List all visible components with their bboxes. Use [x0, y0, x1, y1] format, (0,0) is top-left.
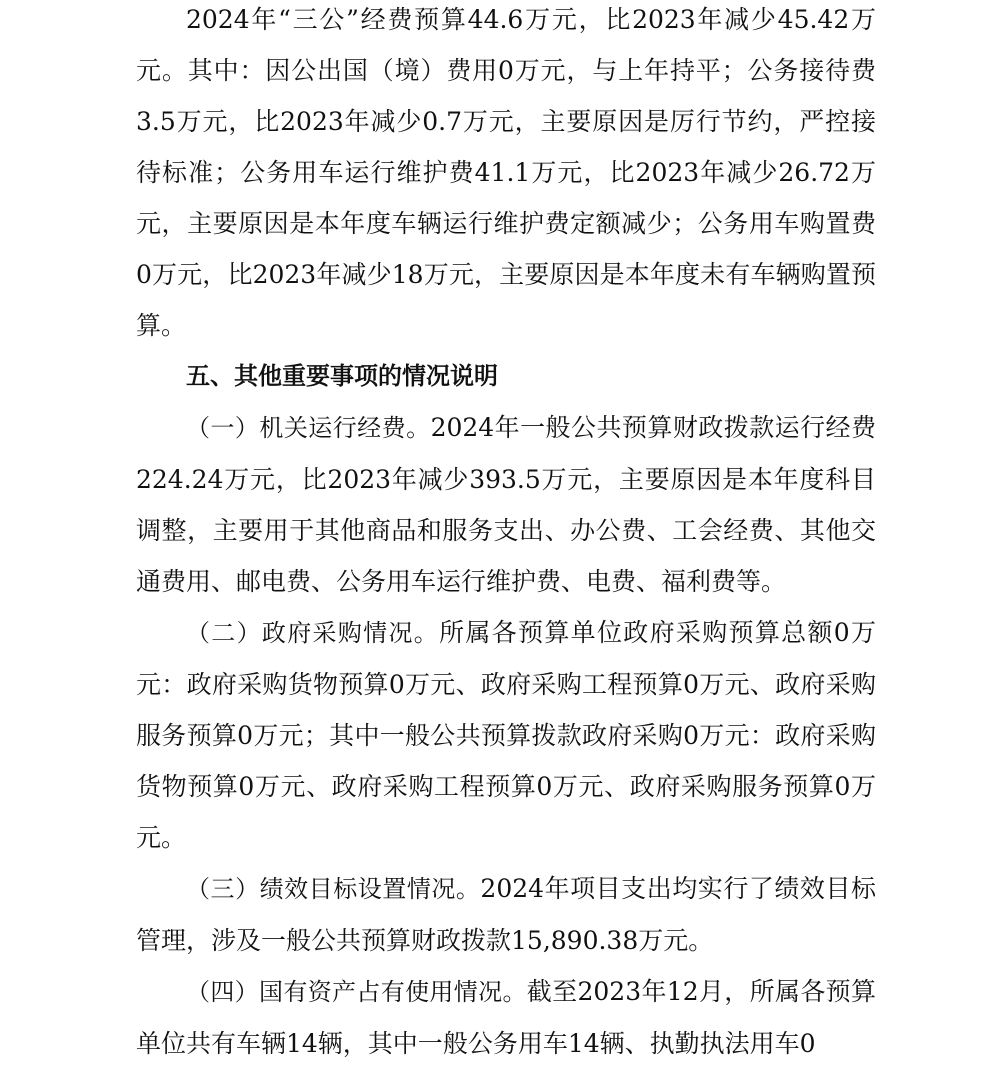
item-body: 截至2023年12月，所属各预算单位共有车辆14辆，其中一般公务用车14辆、执勤执法用车0: [136, 977, 876, 1058]
item-title: （四）国有资产占有使用情况。: [186, 978, 527, 1006]
item-body: 所属各预算单位政府采购预算总额0万元：政府采购货物预算0万元、政府采购工程预算0万元、政府采购服务预算0万元；其中一般公共预算拨款政府采购0万元：政府采购货物预算0万元、政府采购工程预算0万元、政府采购服务预算0万元。: [136, 618, 876, 852]
item-office-operating-expenses: [136, 402, 876, 607]
section-heading: 五、其他重要事项的情况说明: [186, 362, 498, 390]
document-body: [136, 0, 876, 1069]
paragraph-three-public-expenses: [136, 0, 876, 351]
item-state-assets: [136, 966, 876, 1069]
item-government-procurement: [136, 607, 876, 863]
item-body: 2024年项目支出均实行了绩效目标管理，涉及一般公共预算财政拨款15,890.38万元。: [136, 874, 877, 955]
paragraph-text: 2024年“三公”经费预算44.6万元，比2023年减少45.42万元。其中：因公出国（境）费用0万元，与上年持平；公务接待费3.5万元，比2023年减少0.7万元，主要原因是厉行节约，严控接待标准；公务用车运行维护费41.1万元，比2023年减少26.72万元，主要原因是本年度车辆运行维护费定额减少；公务用车购置费0万元，比2023年减少18万元，主要原因是本年度未有车辆购置预算。: [136, 5, 876, 340]
item-body: 2024年一般公共预算财政拨款运行经费224.24万元，比2023年减少393.5万元，主要原因是本年度科目调整，主要用于其他商品和服务支出、办公费、工会经费、其他交通费用、邮电费、公务用车运行维护费、电费、福利费等。: [136, 413, 877, 596]
item-title: （一）机关运行经费。: [186, 414, 431, 442]
item-title: （二）政府采购情况。: [186, 619, 440, 647]
item-title: （三）绩效目标设置情况。: [186, 875, 481, 903]
item-performance-targets: [136, 863, 876, 966]
